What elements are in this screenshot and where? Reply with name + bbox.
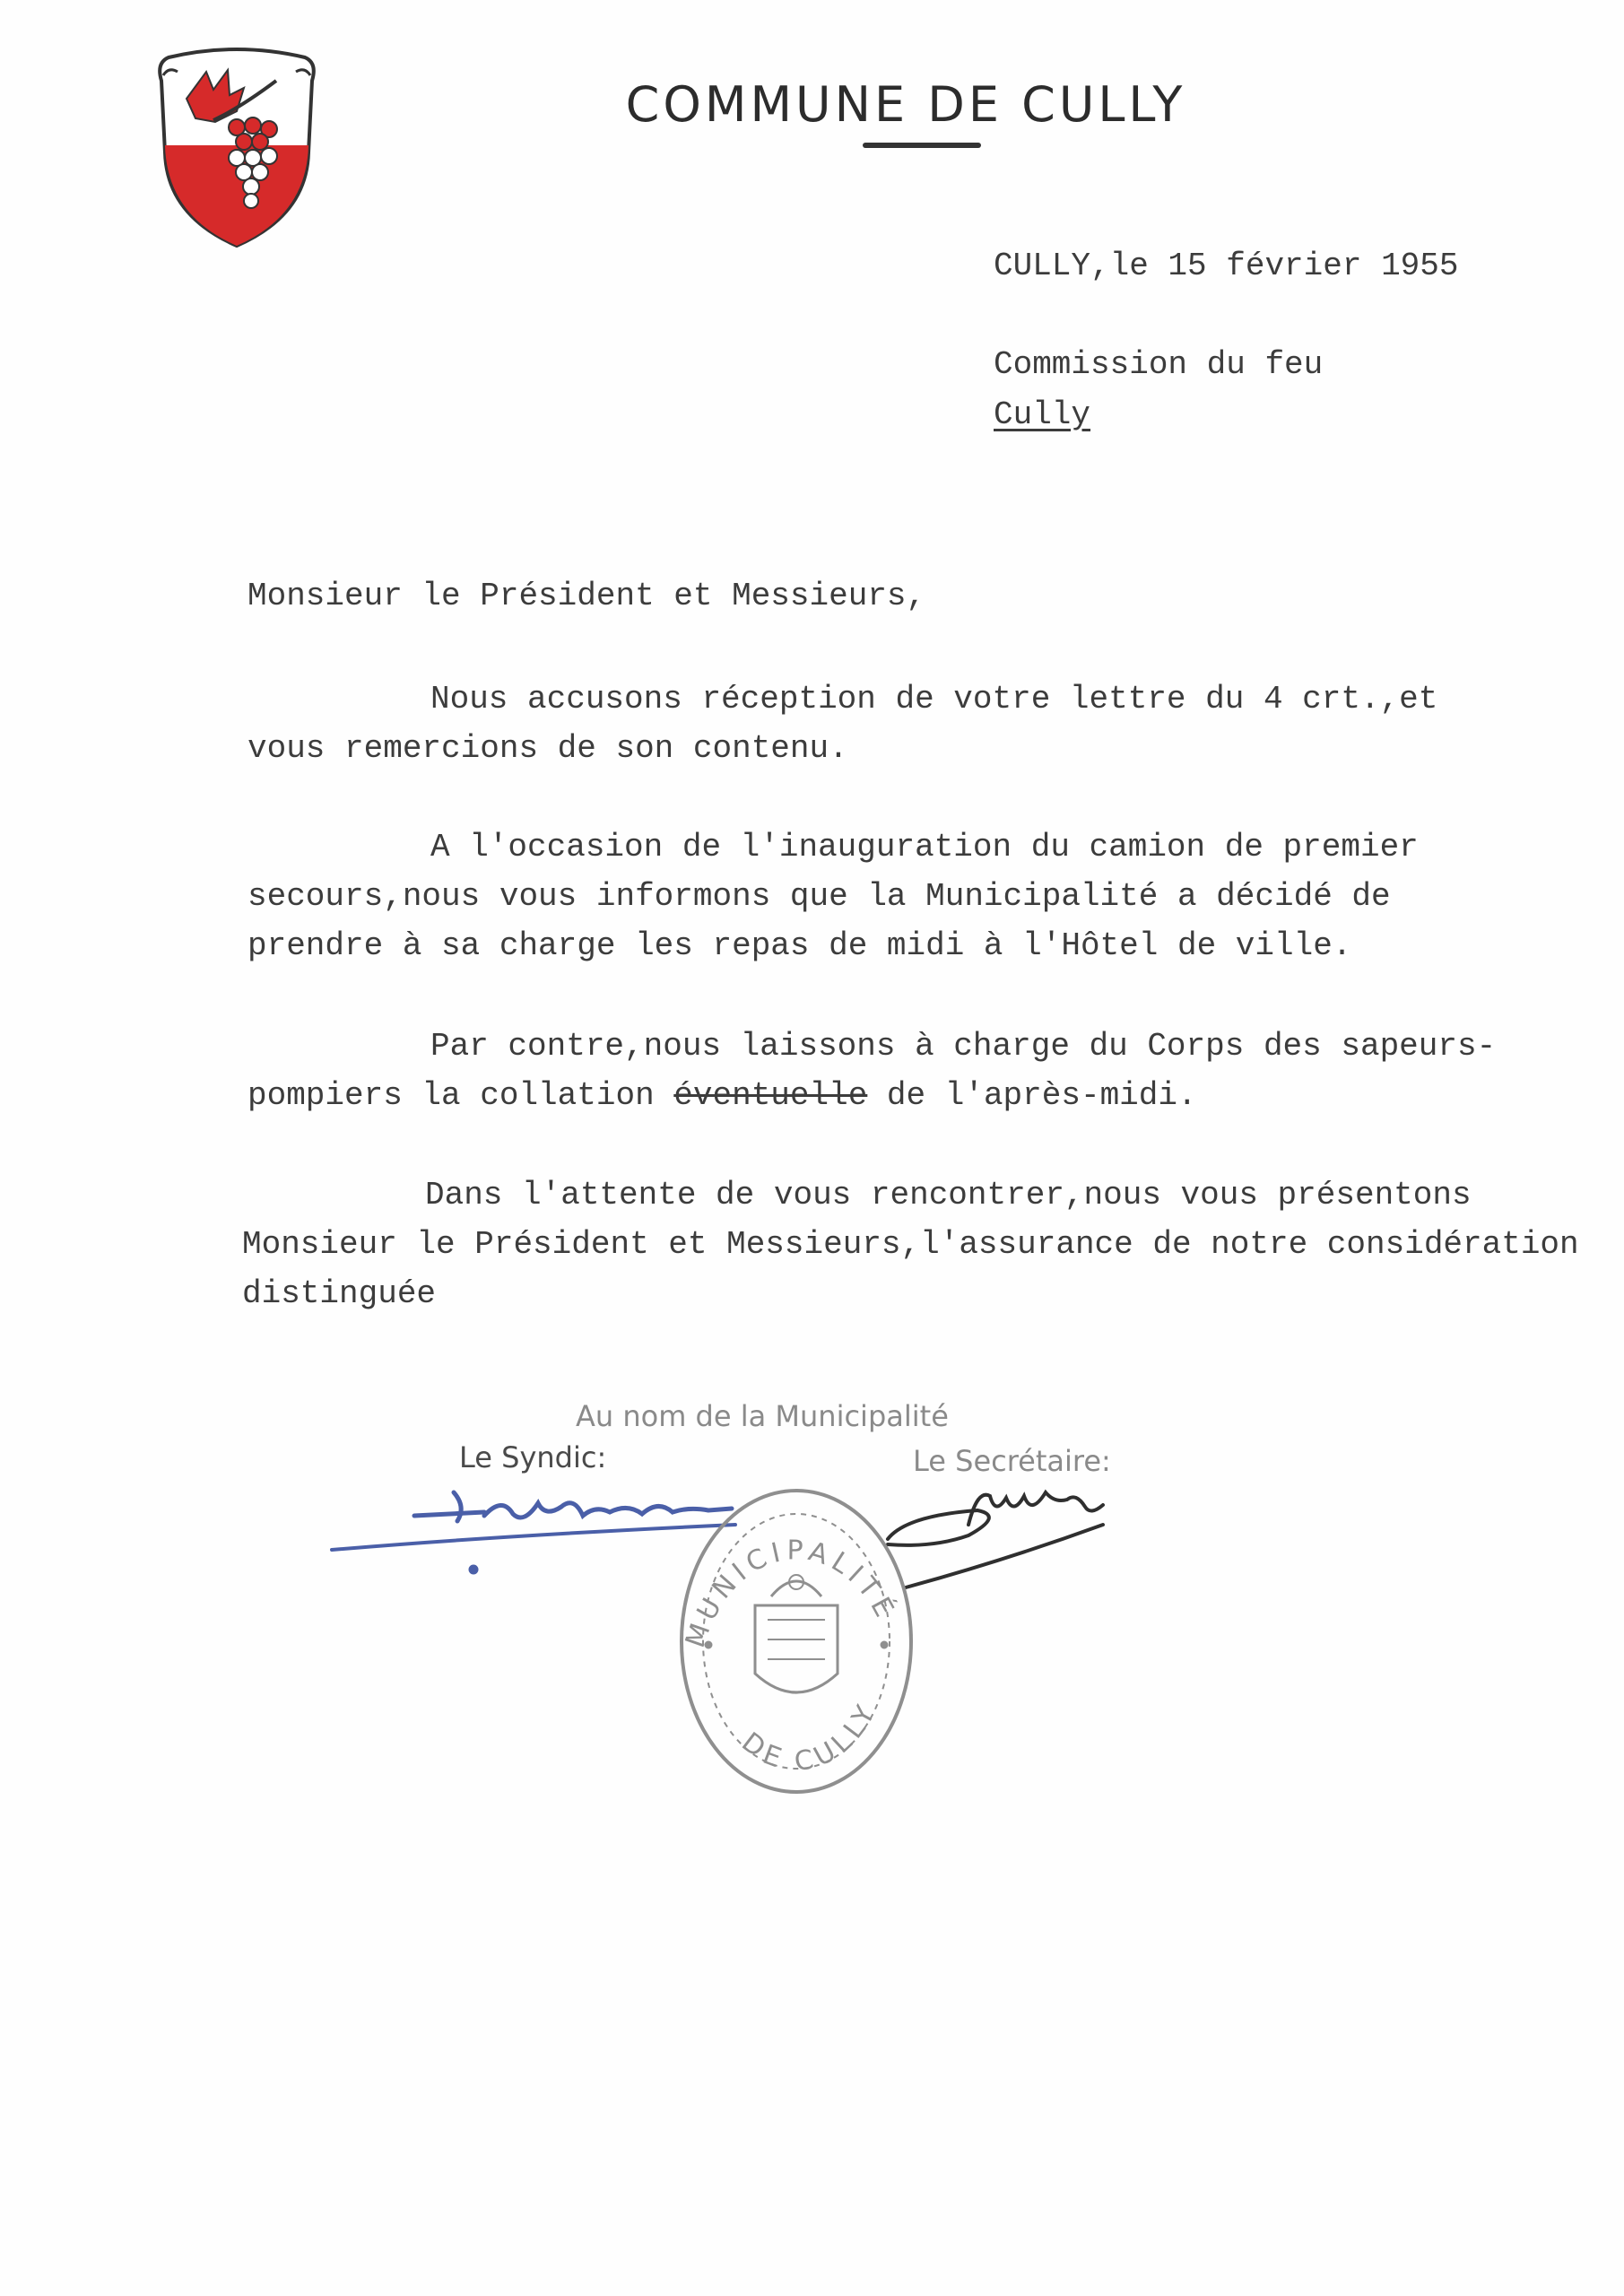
p4-line-1: Dans l'attente de vous rencontrer,nous vous présentons [425,1177,1472,1213]
p3-line-2a: pompiers la collation [248,1077,674,1114]
struck-word: éventuelle [673,1077,868,1114]
p3-line-2b: de l'après-midi. [867,1077,1197,1114]
letterhead-title: COMMUNE DE CULLY [625,76,1186,133]
recipient-line-1: Commission du feu [994,346,1324,383]
p1-line-1: Nous accusons réception de votre lettre du 4 crt.,et [430,681,1438,718]
recipient-line-2: Cully [994,396,1091,433]
secretaire-label: Le Secrétaire: [913,1444,1111,1478]
p2-line-1: A l'occasion de l'inauguration du camion de premier [430,829,1419,865]
secretaire-signature [888,1492,1103,1587]
salutation: Monsieur le Président et Messieurs, [248,578,926,614]
p4-line-3: distinguée [242,1275,437,1312]
syndic-label: Le Syndic: [459,1440,607,1474]
p3-line-1: Par contre,nous laissons à charge du Corps des sapeurs- [430,1028,1497,1065]
p1-line-2: vous remercions de son contenu. [248,730,848,767]
date-line: CULLY,le 15 février 1955 [994,248,1459,284]
au-nom-label: Au nom de la Municipalité [576,1399,949,1433]
seal-top-text: MUNICIPALITÉ [679,1535,903,1652]
p2-line-3: prendre à sa charge les repas de midi à l'Hôtel de ville. [248,927,1352,964]
p2-line-2: secours,nous vous informons que la Municipalité a décidé de [248,878,1391,915]
p4-line-2: Monsieur le Président et Messieurs,l'assurance de notre considération [242,1226,1579,1263]
syndic-signature [332,1492,735,1572]
seal-bottom-text: DE CULLY [735,1696,884,1779]
